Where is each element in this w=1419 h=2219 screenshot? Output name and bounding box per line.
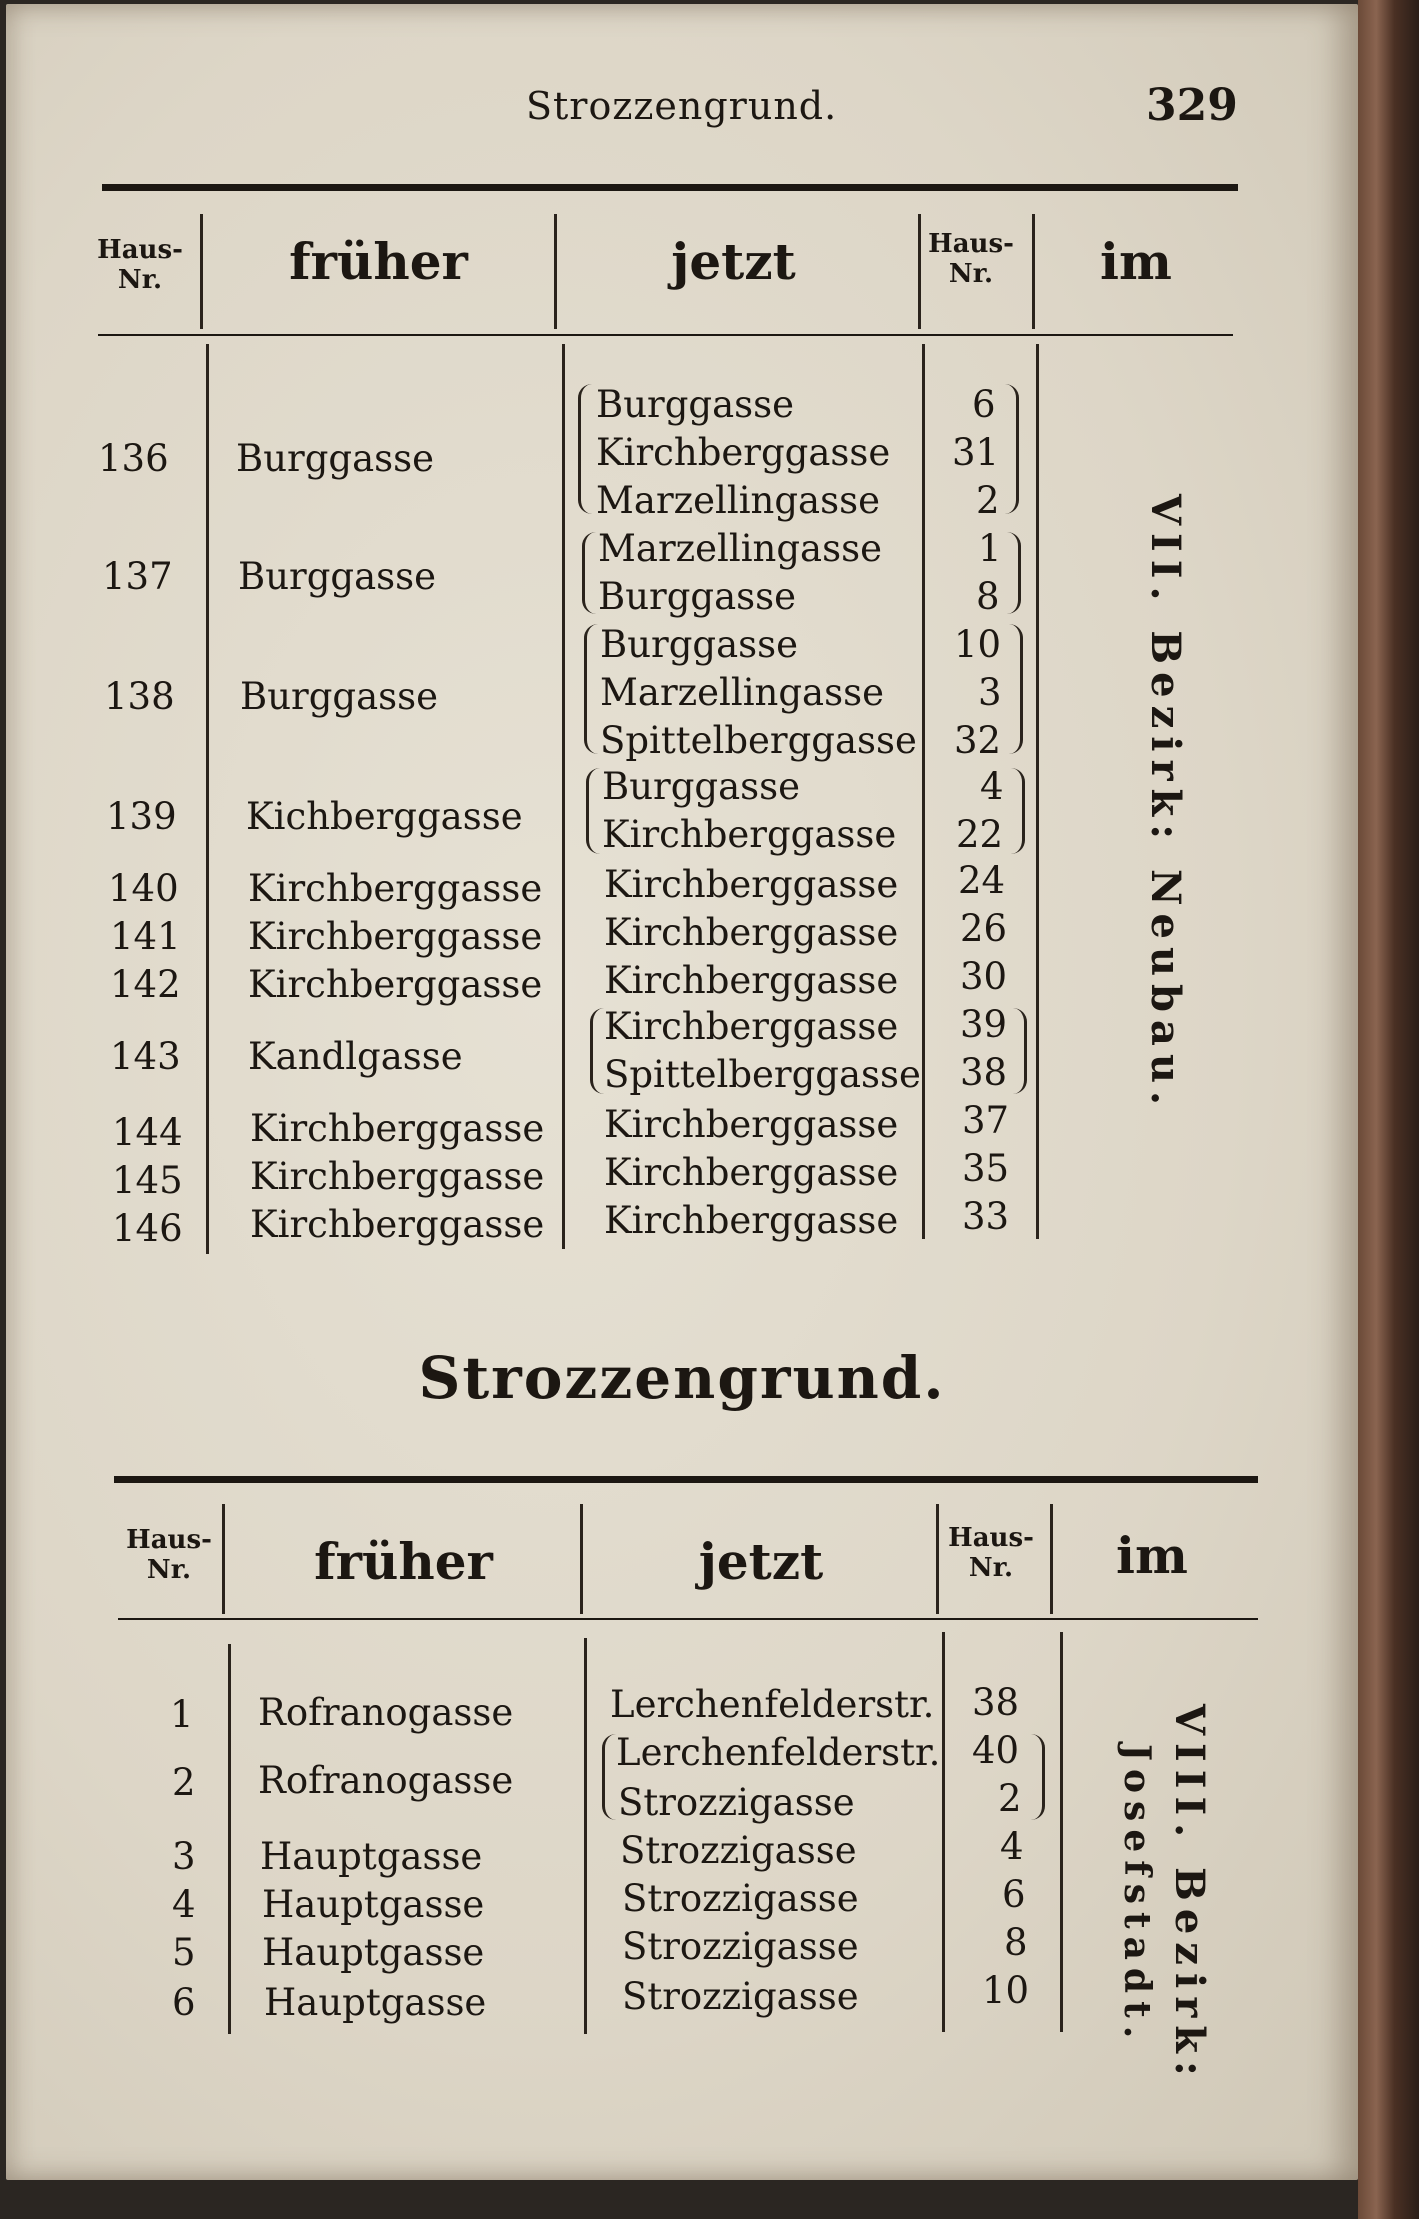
page-number: 329 (1146, 80, 1238, 131)
table1-row-nr: 145 (112, 1159, 183, 1202)
table1-row-jetzt: Burggasse (600, 623, 799, 666)
table1-row-jetzt: Kirchberggasse (604, 1151, 899, 1194)
table2-row-haus: 8 (1004, 1921, 1028, 1964)
table1-row-haus: 31 (952, 431, 1000, 474)
table2-row-nr: 5 (172, 1931, 196, 1974)
table2-row-jetzt: Strozzigasse (622, 1925, 859, 1968)
table2-row-nr: 3 (172, 1835, 196, 1878)
table1-row-frueher: Kichberggasse (246, 795, 523, 838)
table2-row-jetzt: Strozzigasse (622, 1877, 859, 1920)
brace-right (1004, 384, 1019, 514)
table1-header-im: im (1100, 232, 1172, 291)
table2-row-jetzt: Strozzigasse (620, 1829, 857, 1872)
table1-row-nr: 146 (112, 1207, 183, 1250)
table2-header-im: im (1116, 1526, 1188, 1585)
table1-row-haus: 2 (976, 479, 1000, 522)
table2-row-haus: 40 (972, 1729, 1020, 1772)
table2-header-jetzt: jetzt (698, 1532, 824, 1591)
table1-row-jetzt: Spittelberggasse (604, 1053, 921, 1096)
table1-header-sep-3 (918, 214, 921, 329)
table2-row-jetzt: Lerchenfelderstr. (610, 1683, 935, 1726)
table1-row-nr: 143 (110, 1035, 181, 1078)
brace-right (1006, 532, 1021, 614)
table1-row-haus: 4 (980, 765, 1004, 808)
book-page (6, 4, 1358, 2180)
table2-row-frueher: Hauptgasse (262, 1931, 485, 1974)
table1-row-haus: 37 (962, 1099, 1010, 1142)
table1-row-jetzt: Kirchberggasse (602, 813, 897, 856)
table1-row-haus: 3 (978, 671, 1002, 714)
table1-row-haus: 32 (954, 719, 1002, 762)
table2-row-frueher: Hauptgasse (264, 1981, 487, 2024)
table1-row-haus: 6 (972, 383, 996, 426)
table1-row-jetzt: Burggasse (598, 575, 797, 618)
table1-row-haus: 22 (956, 813, 1004, 856)
table1-row-jetzt: Marzellingasse (596, 479, 880, 522)
table1-body-sep-3 (922, 344, 925, 1239)
table1-row-haus: 8 (976, 575, 1000, 618)
brace-left (578, 384, 593, 514)
table1-row-frueher: Kirchberggasse (248, 915, 543, 958)
table1-header-sep-4 (1032, 214, 1035, 329)
table1-row-jetzt: Kirchberggasse (596, 431, 891, 474)
table1-row-jetzt: Kirchberggasse (604, 1005, 899, 1048)
table1-row-haus: 35 (962, 1147, 1010, 1190)
brace-right (1010, 768, 1025, 854)
brace-left (602, 1734, 617, 1820)
table1-row-jetzt: Kirchberggasse (604, 959, 899, 1002)
section-title: Strozzengrund. (418, 1344, 946, 1412)
table2-row-frueher: Hauptgasse (260, 1835, 483, 1878)
table2-row-nr: 6 (172, 1981, 196, 2024)
table2-row-nr: 4 (172, 1883, 196, 1926)
table1-row-haus: 1 (978, 527, 1002, 570)
table2-row-haus: 2 (998, 1777, 1022, 1820)
table2-district-label-1: VIII. Bezirk: (1166, 1704, 1213, 2084)
table1-body-sep-4 (1036, 344, 1039, 1239)
table2-header-sep-1 (222, 1504, 225, 1614)
table1-row-jetzt: Kirchberggasse (604, 911, 899, 954)
table1-row-jetzt: Spittelberggasse (600, 719, 917, 762)
table2-header-frueher: früher (314, 1532, 493, 1591)
table1-row-nr: 138 (104, 675, 175, 718)
table1-row-jetzt: Kirchberggasse (604, 1103, 899, 1146)
brace-left (582, 532, 597, 614)
table2-row-haus: 6 (1002, 1873, 1026, 1916)
table1-row-nr: 144 (112, 1111, 183, 1154)
brace-left (586, 768, 601, 854)
table1-row-haus: 33 (962, 1195, 1010, 1238)
table2-header-haus-nr: Haus-Nr. (126, 1525, 212, 1585)
table1-district-label: VII. Bezirk: Neubau. (1142, 494, 1189, 1113)
running-title: Strozzengrund. (526, 84, 838, 128)
book-edge (1358, 0, 1419, 2219)
table1-body-sep-2 (562, 344, 565, 1249)
table1-row-haus: 30 (960, 955, 1008, 998)
table2-row-haus: 4 (1000, 1825, 1024, 1868)
table2-row-frueher: Hauptgasse (262, 1883, 485, 1926)
table2-header-haus-nr2: Haus-Nr. (948, 1523, 1034, 1583)
brace-left (590, 1008, 605, 1094)
table1-row-haus: 39 (960, 1003, 1008, 1046)
brace-right (1012, 1008, 1027, 1094)
table1-row-nr: 137 (102, 555, 173, 598)
table2-body-sep-1 (228, 1644, 231, 2034)
table1-row-nr: 136 (98, 437, 169, 480)
table1-row-haus: 10 (954, 623, 1002, 666)
table2-top-rule (114, 1476, 1258, 1483)
table2-row-haus: 38 (972, 1681, 1020, 1724)
table1-row-frueher: Burggasse (240, 675, 439, 718)
table2-header-rule (118, 1618, 1258, 1620)
table1-header-jetzt: jetzt (671, 232, 796, 291)
table2-row-haus: 10 (982, 1969, 1030, 2012)
table1-body-sep-1 (206, 344, 209, 1254)
table1-row-frueher: Burggasse (236, 437, 435, 480)
table2-row-jetzt: Strozzigasse (618, 1781, 855, 1824)
table2-header-sep-2 (580, 1504, 583, 1614)
table2-row-frueher: Rofranogasse (258, 1691, 514, 1734)
table1-row-frueher: Kirchberggasse (250, 1155, 545, 1198)
table1-top-rule (102, 184, 1238, 191)
table1-row-frueher: Burggasse (238, 555, 437, 598)
table2-row-frueher: Rofranogasse (258, 1759, 514, 1802)
table2-row-nr: 1 (170, 1693, 194, 1736)
table1-row-jetzt: Marzellingasse (600, 671, 884, 714)
table2-body-sep-4 (1060, 1632, 1063, 2032)
brace-left (584, 624, 599, 754)
table1-row-jetzt: Kirchberggasse (604, 1199, 899, 1242)
table2-header-sep-4 (1050, 1504, 1053, 1614)
brace-right (1030, 1734, 1045, 1820)
table1-row-frueher: Kirchberggasse (250, 1107, 545, 1150)
table1-row-frueher: Kirchberggasse (250, 1203, 545, 1246)
table1-row-jetzt: Burggasse (596, 383, 795, 426)
table1-row-haus: 24 (958, 859, 1006, 902)
table2-row-jetzt: Lerchenfelderstr. (616, 1731, 941, 1774)
table1-row-haus: 38 (960, 1051, 1008, 1094)
table1-row-jetzt: Burggasse (602, 765, 801, 808)
table1-row-frueher: Kirchberggasse (248, 867, 543, 910)
table1-row-frueher: Kandlgasse (248, 1035, 463, 1078)
table2-row-jetzt: Strozzigasse (622, 1975, 859, 2018)
table1-row-jetzt: Marzellingasse (598, 527, 882, 570)
table2-district-label-2: Josefstadt. (1116, 1744, 1158, 2047)
table1-row-nr: 140 (108, 867, 179, 910)
table1-header-sep-2 (554, 214, 557, 329)
table1-row-nr: 141 (110, 915, 181, 958)
table1-header-haus-nr: Haus-Nr. (97, 235, 183, 295)
table2-body-sep-2 (584, 1638, 587, 2034)
table1-row-nr: 139 (106, 795, 177, 838)
table1-header-sep-1 (200, 214, 203, 329)
table1-row-jetzt: Kirchberggasse (604, 863, 899, 906)
table1-header-frueher: früher (289, 232, 468, 291)
table1-header-haus-nr2: Haus-Nr. (928, 229, 1014, 289)
table2-header-sep-3 (936, 1504, 939, 1614)
table2-body-sep-3 (942, 1632, 945, 2032)
brace-right (1008, 624, 1023, 754)
table1-header-rule (98, 334, 1233, 336)
table1-row-haus: 26 (960, 907, 1008, 950)
table1-row-frueher: Kirchberggasse (248, 963, 543, 1006)
table2-row-nr: 2 (172, 1761, 196, 1804)
table1-row-nr: 142 (110, 963, 181, 1006)
